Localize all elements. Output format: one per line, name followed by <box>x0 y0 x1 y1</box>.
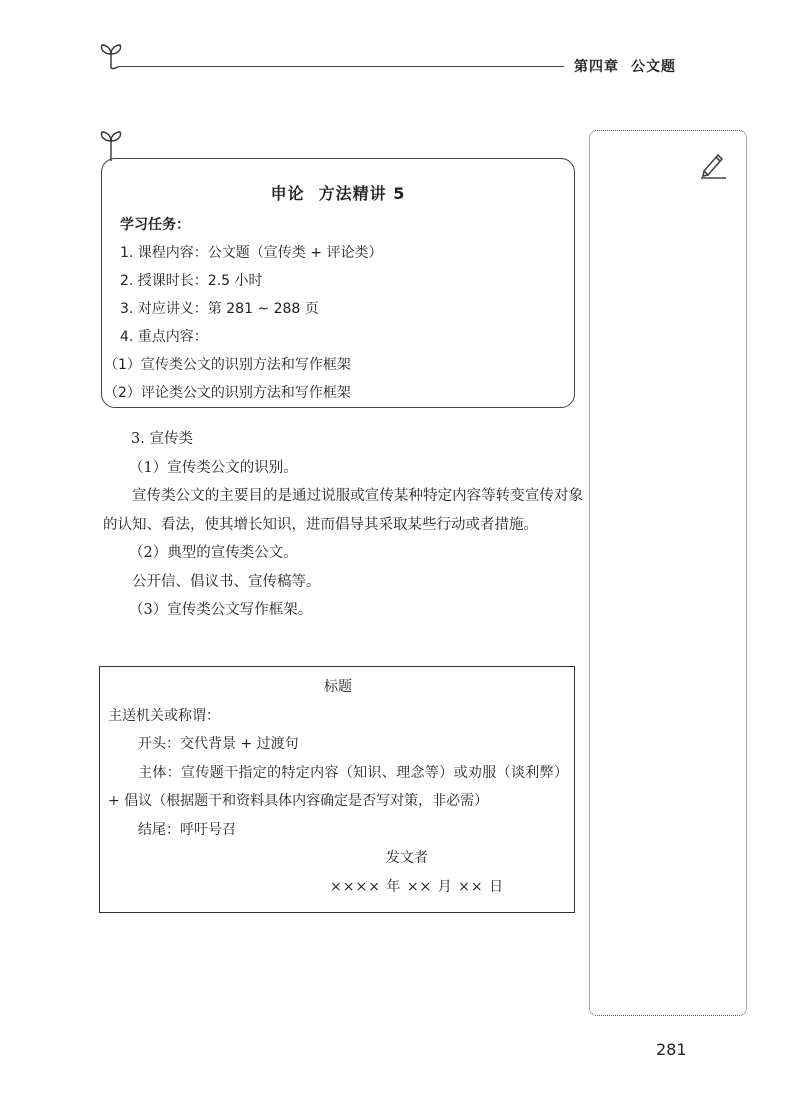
chapter-heading <box>574 56 676 76</box>
task-box-title <box>102 181 574 204</box>
section-title: 3. 宣传类 <box>131 431 193 447</box>
page-number: 281 <box>656 1040 687 1059</box>
framework-addressee: 主送机关或称谓： <box>108 707 220 724</box>
task-title-lesson: 方法精讲 5 <box>318 184 406 203</box>
subheading-2: （2）典型的宣传类公文。 <box>129 545 298 561</box>
subheading-3: （3）宣传类公文写作框架。 <box>129 602 313 618</box>
task-list <box>104 211 560 407</box>
framework-main: 主体：宣传题干指定的特定内容（知识、理念等）或劝服（谈利弊）+ 倡议（根据题干和资料具体内容确定是否写对策，非必需） <box>108 764 568 809</box>
task-line: 4. 重点内容： <box>120 329 208 345</box>
task-title-subject: 申论 <box>270 184 305 203</box>
body-text <box>103 425 583 625</box>
framework-title: 标题 <box>324 679 352 695</box>
pencil-icon <box>698 149 728 179</box>
task-line: （2）评论类公文的识别方法和写作框架 <box>104 385 351 401</box>
paragraph-2: 公开信、倡议书、宣传稿等。 <box>132 573 321 590</box>
chapter-topic: 公文题 <box>631 59 676 75</box>
task-line: 3. 对应讲义：第 281 ~ 288 页 <box>120 301 319 317</box>
task-line: （1）宣传类公文的识别方法和写作框架 <box>104 357 351 373</box>
framework-sender: 发文者 <box>386 850 428 866</box>
framework-opening: 开头：交代背景 + 过渡句 <box>138 736 299 752</box>
framework-ending: 结尾：呼吁号召 <box>138 821 236 838</box>
learning-task-box <box>101 158 575 408</box>
framework-date: ×××× 年 ×× 月 ×× 日 <box>330 878 505 895</box>
task-heading: 学习任务： <box>120 217 190 233</box>
header-sprout-icon <box>94 40 128 72</box>
subheading-1: （1）宣传类公文的识别。 <box>129 459 298 476</box>
chapter-label: 第四章 <box>574 59 619 75</box>
header-rule <box>118 66 564 67</box>
task-line: 1. 课程内容：公文题（宣传类 + 评论类） <box>120 245 383 261</box>
framework-content <box>108 673 568 901</box>
paragraph-1: 宣传类公文的主要目的是通过说服或宣传某种特定内容等转变宣传对象的认知、看法，使其增长知识，进而倡导其采取某些行动或者措施。 <box>103 488 583 533</box>
task-line: 2. 授课时长：2.5 小时 <box>120 273 263 289</box>
notes-sidebar <box>589 130 747 1016</box>
writing-framework-box <box>99 666 575 913</box>
